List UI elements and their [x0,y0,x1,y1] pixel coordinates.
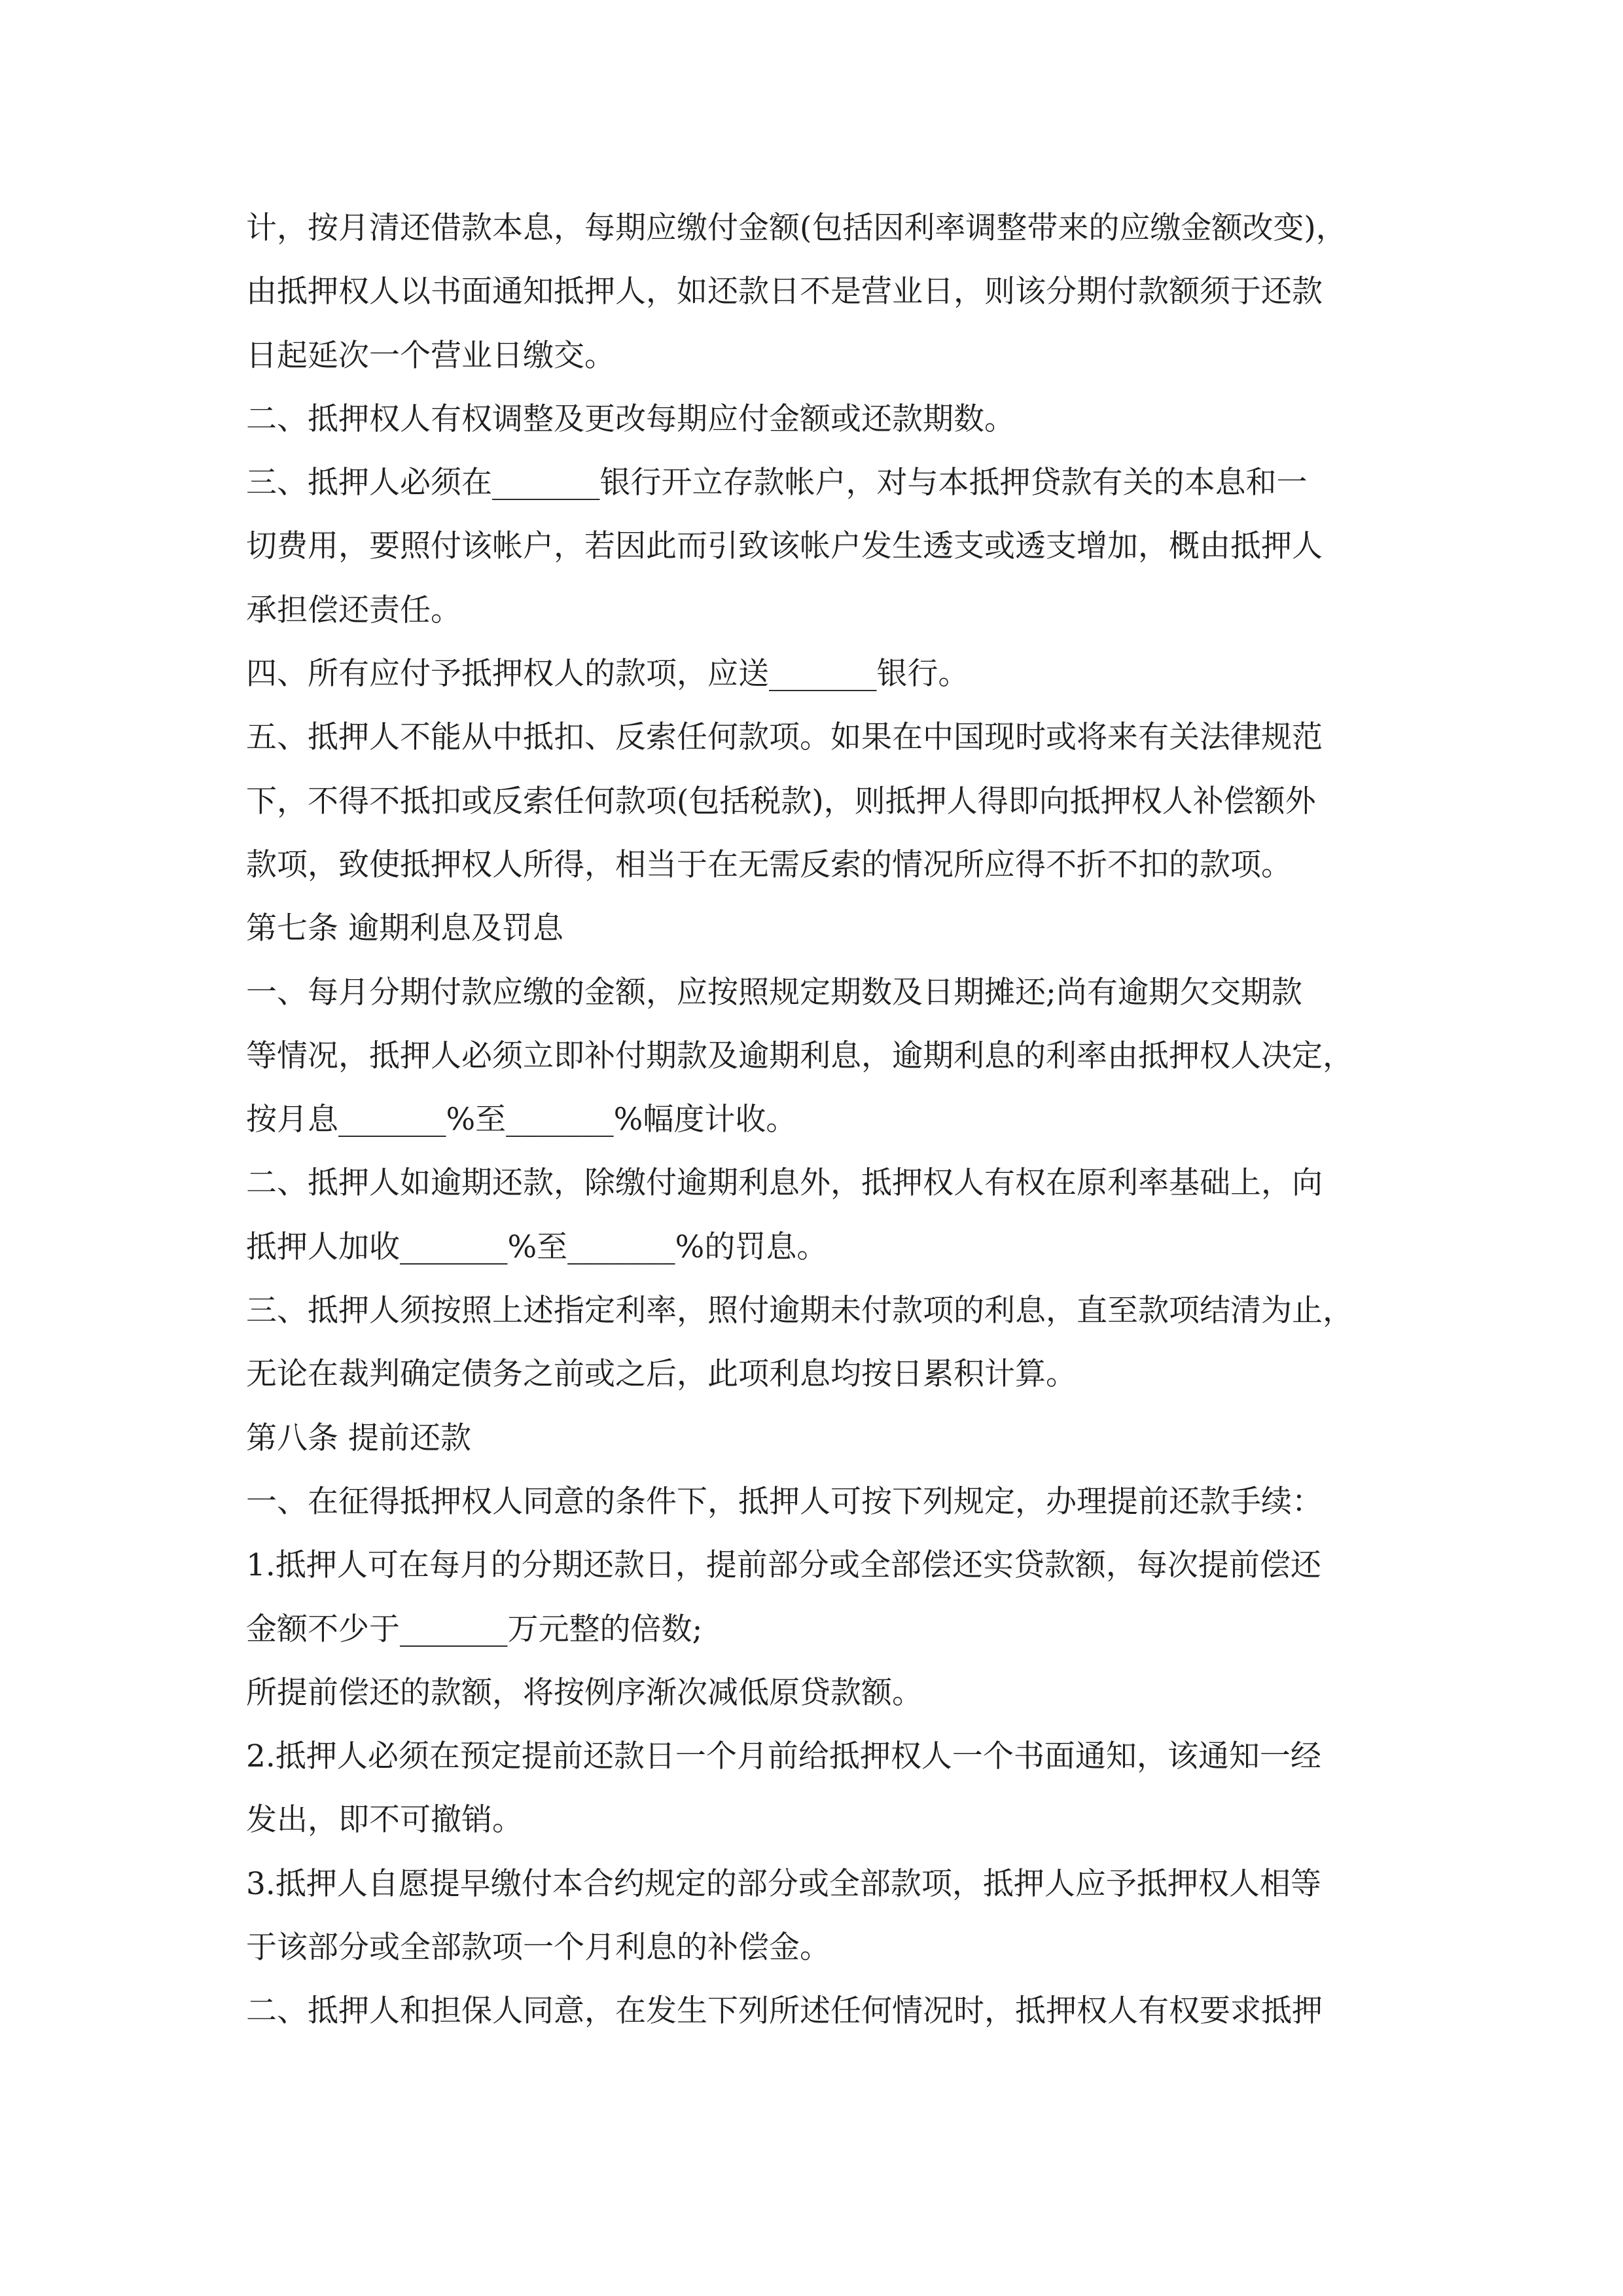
text-line: 二、抵押人和担保人同意，在发生下列所述任何情况时，抵押权人有权要求抵押 [246,1993,1323,2030]
text-line: 于该部分或全部款项一个月利息的补偿金。 [246,1929,830,1966]
text-line: 日起延次一个营业日缴交。 [246,337,615,374]
text-line: 一、每月分期付款应缴的金额，应按照规定期数及日期摊还;尚有逾期欠交期款 [246,974,1302,1011]
text-line: 2.抵押人必须在预定提前还款日一个月前给抵押权人一个书面通知，该通知一经 [246,1738,1321,1775]
text-line: 三、抵押人必须在_______银行开立存款帐户，对与本抵押贷款有关的本息和一 [246,465,1308,501]
text-line: 二、抵押人如逾期还款，除缴付逾期利息外，抵押权人有权在原利率基础上，向 [246,1165,1323,1202]
text-line: 等情况，抵押人必须立即补付期款及逾期利息，逾期利息的利率由抵押权人决定， [246,1037,1353,1074]
text-line: 1.抵押人可在每月的分期还款日，提前部分或全部偿还实贷款额，每次提前偿还 [246,1547,1321,1584]
section-heading: 第八条 提前还款 [246,1420,471,1456]
text-line: 下，不得不抵扣或反索任何款项(包括税款)，则抵押人得即向抵押权人补偿额外 [246,783,1316,819]
text-line: 发出，即不可撤销。 [246,1802,523,1839]
text-line: 3.抵押人自愿提早缴付本合约规定的部分或全部款项，抵押人应予抵押权人相等 [246,1865,1321,1902]
text-line: 金额不少于_______万元整的倍数; [246,1611,703,1647]
text-line: 无论在裁判确定债务之前或之后，此项利息均按日累积计算。 [246,1356,1077,1393]
text-line: 四、所有应付予抵押权人的款项，应送_______银行。 [246,656,969,692]
text-line: 五、抵押人不能从中抵扣、反索任何款项。如果在中国现时或将来有关法律规范 [246,719,1323,756]
text-line: 三、抵押人须按照上述指定利率，照付逾期未付款项的利息，直至款项结清为止， [246,1293,1353,1329]
text-line: 承担偿还责任。 [246,592,461,628]
text-line: 所提前偿还的款额，将按例序渐次减低原贷款额。 [246,1674,923,1711]
text-line: 按月息_______%至_______%幅度计收。 [246,1102,797,1138]
text-line: 计，按月清还借款本息，每期应缴付金额(包括因利率调整带来的应缴金额改变)， [246,210,1347,246]
text-line: 二、抵押权人有权调整及更改每期应付金额或还款期数。 [246,401,1015,437]
text-line: 款项，致使抵押权人所得，相当于在无需反索的情况所应得不折不扣的款项。 [246,846,1292,883]
document-body [246,196,1385,2043]
text-line: 一、在征得抵押权人同意的条件下，抵押人可按下列规定，办理提前还款手续： [246,1483,1323,1520]
text-line: 由抵押权人以书面通知抵押人，如还款日不是营业日，则该分期付款额须于还款 [246,274,1323,310]
text-line: 切费用，要照付该帐户，若因此而引致该帐户发生透支或透支增加，概由抵押人 [246,528,1323,565]
text-line: 抵押人加收_______%至_______%的罚息。 [246,1229,828,1265]
section-heading: 第七条 逾期利息及罚息 [246,910,563,947]
